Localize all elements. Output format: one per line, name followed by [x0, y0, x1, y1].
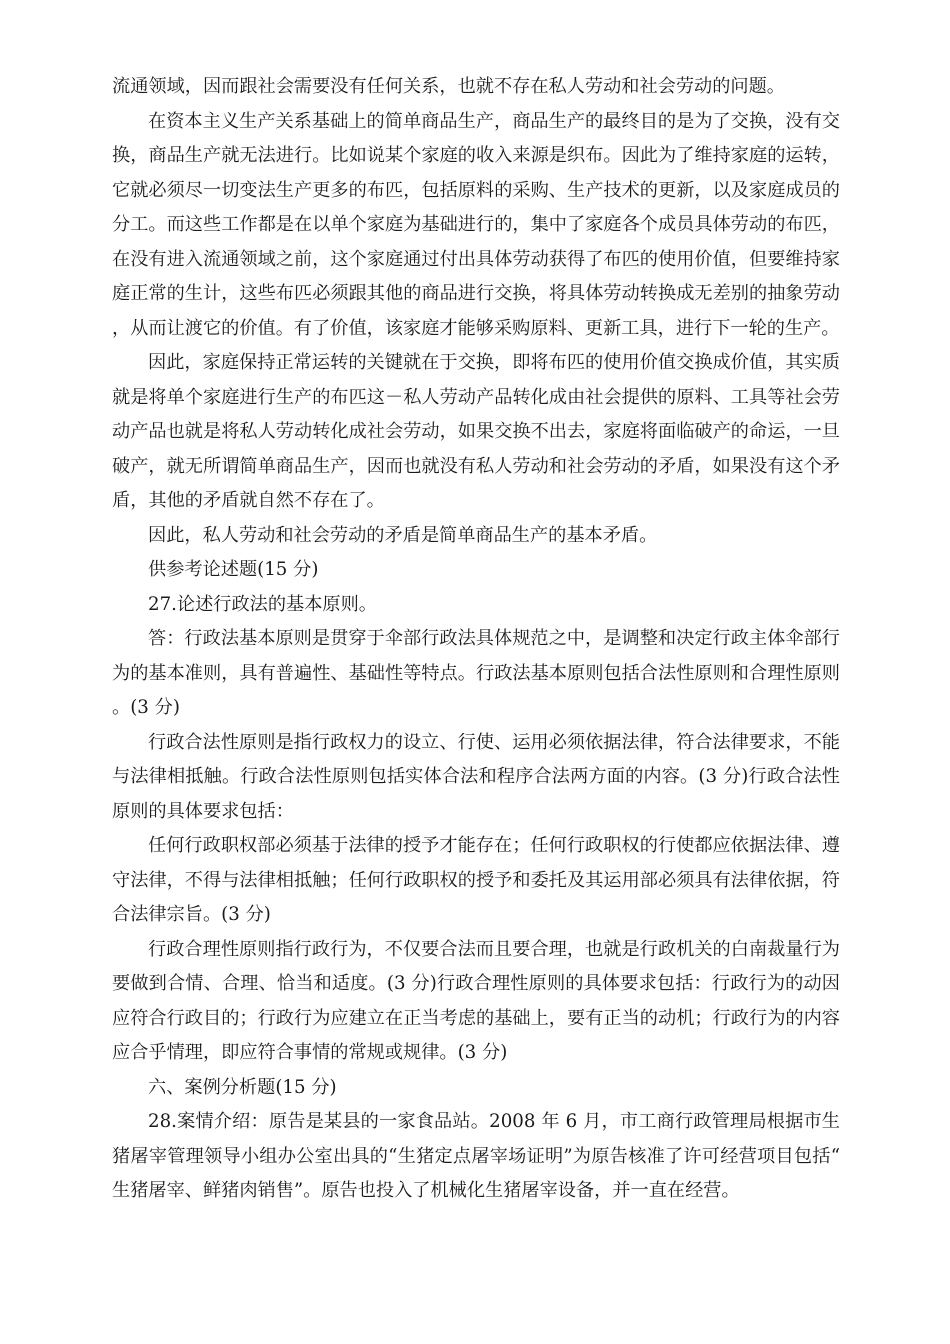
section-heading-case: 六、案例分析题(15 分)	[148, 1076, 337, 1098]
answer-27-legality-requirements: 任何行政职权部必须基于法律的授予才能存在；任何行政职权的行使都应依据法律、遵守法律，不得与法律相抵触；任何行政职权的授予和委托及其运用部必须具有法律依据，符合法律宗旨。(3 分)	[112, 835, 840, 925]
section-heading-essay: 供参考论述题(15 分)	[148, 559, 319, 580]
paragraph-3: 因此，家庭保持正常运转的关键就在于交换，即将布匹的使用价值交换成价值，其实质就是将单个家庭进行生产的布匹这－私人劳动产品转化成由社会提供的原料、工具等社会劳动产品也就是将私人劳动转化成社会劳动，如果交换不出去，家庭将面临破产的命运，一旦破产，就无所谓简单商品生产，因而也就没有私人劳动和社会劳动的矛盾，如果没有这个矛盾，其他的矛盾就自然不存在了。	[112, 352, 840, 511]
answer-27-intro: 答：行政法基本原则是贯穿于伞部行政法具体规范之中，是调整和决定行政主体伞部行为的基本准则，具有普遍性、基础性等特点。行政法基本原则包括合法性原则和合理性原则。(3 分)	[112, 628, 840, 718]
question-28-case: 28.案情介绍：原告是某县的一家食品站。2008 年 6 月，市工商行政管理局根据市生猪屠宰管理领导小组办公室出具的“生猪定点屠宰场证明”为原告核准了许可经营项目包括“生猪屠宰、鲜猪肉销售”。原告也投入了机械化生猪屠宰设备，并一直在经营。	[112, 1111, 840, 1201]
answer-27-rationality: 行政合理性原则指行政行为，不仅要合法而且要合理，也就是行政机关的白南裁量行为要做到合情、合理、恰当和适度。(3 分)行政合理性原则的具体要求包括：行政行为的动因应符合行政目的；行政行为应建立在正当考虑的基础上，要有正当的动机；行政行为的内容应合乎情理，即应符合事情的常规或规律。(3 分)	[112, 938, 840, 1063]
question-27: 27.论述行政法的基本原则。	[148, 593, 377, 615]
document-page	[112, 70, 840, 1209]
paragraph-2: 在资本主义生产关系基础上的简单商品生产，商品生产的最终目的是为了交换，没有交换，商品生产就无法进行。比如说某个家庭的收入来源是织布。因此为了维持家庭的运转，它就必须尽一切变法生产更多的布匹，包括原料的采购、生产技术的更新，以及家庭成员的分工。而这些工作都是在以单个家庭为基础进行的，集中了家庭各个成员具体劳动的布匹，在没有进入流通领域之前，这个家庭通过付出具体劳动获得了布匹的使用价值，但要维持家庭正常的生计，这些布匹必须跟其他的商品进行交换，将具体劳动转换成无差别的抽象劳动，从而让渡它的价值。有了价值，该家庭才能够采购原料、更新工具，进行下一轮的生产。	[112, 110, 840, 339]
answer-27-legality: 行政合法性原则是指行政权力的设立、行使、运用必须依据法律，符合法律要求，不能与法律相抵触。行政合法性原则包括实体合法和程序合法两方面的内容。(3 分)行政合法性原则的具体要求包括：	[112, 731, 840, 822]
paragraph-4: 因此，私人劳动和社会劳动的矛盾是简单商品生产的基本矛盾。	[148, 524, 658, 546]
paragraph-1: 流通领域，因而跟社会需要没有任何关系，也就不存在私人劳动和社会劳动的问题。	[112, 76, 785, 97]
